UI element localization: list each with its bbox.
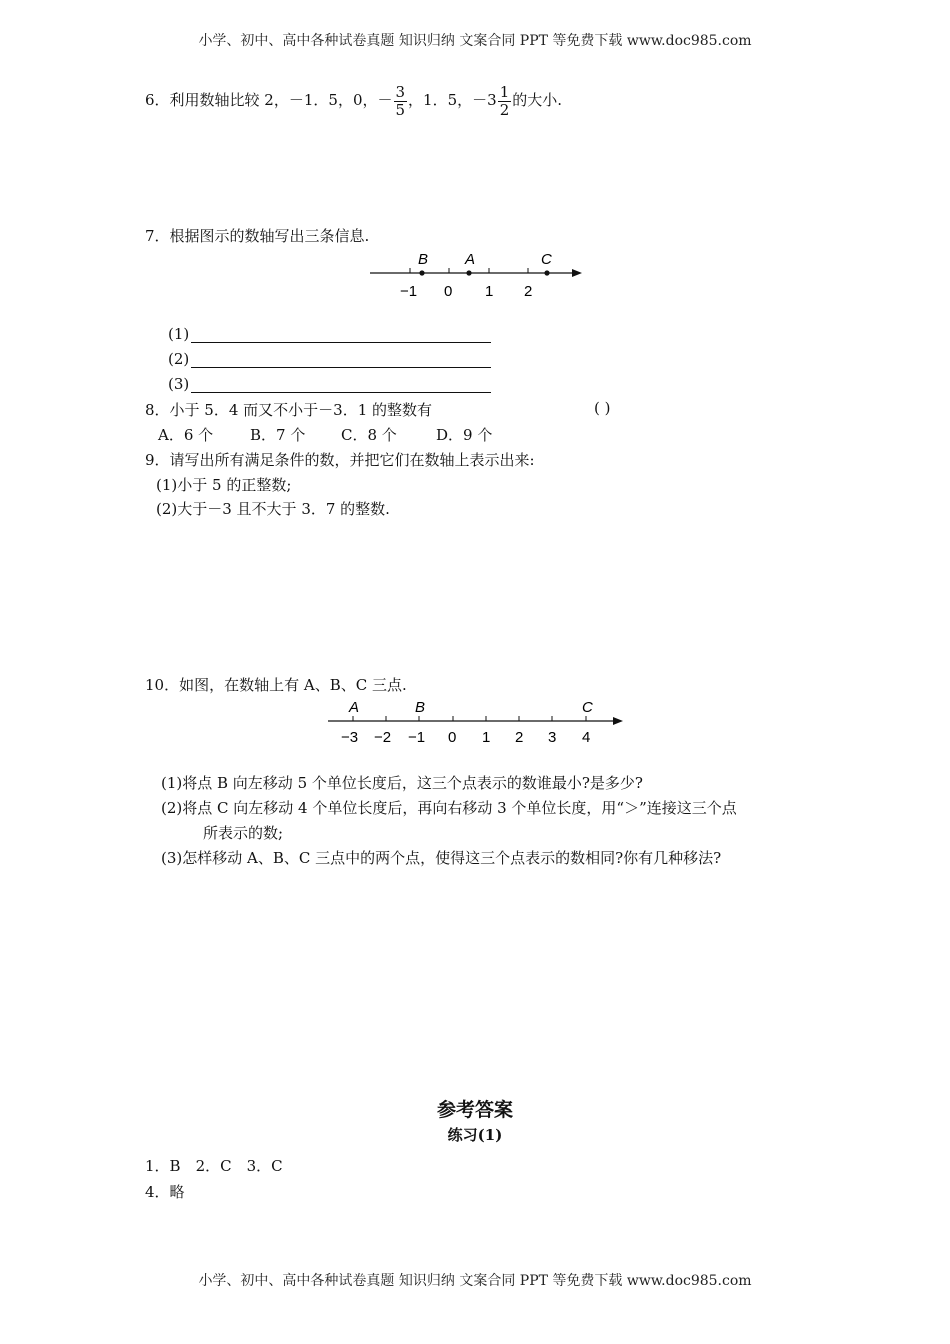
tick-label: 1	[485, 283, 494, 300]
blank-line	[191, 328, 491, 343]
question-10-part-2: (2)将点 C 向左移动 4 个单位长度后，再向右移动 3 个单位长度，用“＞”连接这三个点	[161, 799, 737, 817]
option-b: B．7 个	[250, 426, 306, 444]
option-c: C．8 个	[341, 426, 397, 444]
answer-paren: ( )	[594, 399, 611, 417]
blank-label: (2)	[168, 350, 190, 368]
question-9-part-2: (2)大于－3 且不大于 3．7 的整数.	[156, 500, 390, 518]
frac-num: 1	[499, 83, 510, 101]
tick-label: −1	[400, 283, 418, 300]
fraction-3-5	[394, 84, 408, 118]
frac-den: 2	[499, 100, 510, 119]
point-a	[466, 270, 471, 275]
q6-suffix: 的大小.	[512, 91, 563, 109]
question-7: 7．根据图示的数轴写出三条信息.	[145, 227, 370, 245]
axis-arrow-icon	[613, 717, 623, 725]
blank-line	[191, 353, 491, 368]
question-10-part-2-cont: 所表示的数;	[203, 824, 284, 842]
question-9-part-1: (1)小于 5 的正整数;	[156, 476, 292, 494]
answers-subtitle: 练习(1)	[447, 1126, 503, 1144]
option-a: A．6 个	[158, 426, 214, 444]
answers-line-1: 1．B 2．C 3．C	[145, 1157, 283, 1175]
tick-label: 0	[448, 729, 457, 746]
point-b	[419, 270, 424, 275]
tick-label: −3	[341, 729, 359, 746]
q6-prefix: 6．利用数轴比较 2，－1．5，0，－	[145, 91, 393, 109]
point-c	[544, 270, 549, 275]
label-b: B	[415, 699, 426, 716]
axis-arrow-icon	[572, 269, 582, 277]
tick-label: 0	[444, 283, 453, 300]
label-c: C	[541, 251, 552, 268]
tick-label: 4	[582, 729, 591, 746]
option-d: D．9 个	[436, 426, 493, 444]
question-10-part-1: (1)将点 B 向左移动 5 个单位长度后，这三个点表示的数谁最小?是多少?	[161, 774, 643, 792]
tick-label: 2	[524, 283, 533, 300]
answer-blank-2	[168, 350, 491, 368]
label-b: B	[418, 251, 429, 268]
blank-line	[191, 378, 491, 393]
question-8: 8．小于 5．4 而又不小于－3．1 的整数有	[145, 401, 433, 419]
answers-title: 参考答案	[436, 1099, 513, 1121]
question-10: 10．如图，在数轴上有 A、B、C 三点.	[145, 676, 407, 694]
fraction-1-2	[498, 84, 512, 118]
frac-den: 5	[395, 100, 406, 119]
label-a: A	[349, 699, 360, 716]
tick-label: −1	[408, 729, 426, 746]
q6-mid: ，1．5，－3	[408, 91, 497, 109]
blank-label: (3)	[168, 375, 190, 393]
answers-line-2: 4．略	[145, 1183, 185, 1201]
question-9: 9．请写出所有满足条件的数，并把它们在数轴上表示出来:	[145, 451, 535, 469]
question-6	[145, 84, 562, 118]
blank-label: (1)	[168, 325, 190, 343]
frac-num: 3	[395, 83, 406, 101]
page-header: 小学、初中、高中各种试卷真题 知识归纳 文案合同 PPT 等免费下载 www.doc985.com	[198, 33, 752, 49]
answer-blank-1	[168, 325, 491, 343]
answer-blank-3	[168, 375, 491, 393]
page-footer: 小学、初中、高中各种试卷真题 知识归纳 文案合同 PPT 等免费下载 www.doc985.com	[198, 1273, 752, 1289]
number-line-q10	[320, 694, 630, 750]
label-a: A	[465, 251, 476, 268]
number-line-q7	[360, 246, 590, 304]
tick-label: 3	[548, 729, 557, 746]
tick-label: 2	[515, 729, 524, 746]
tick-label: 1	[482, 729, 491, 746]
tick-label: −2	[374, 729, 392, 746]
label-c: C	[582, 699, 593, 716]
question-10-part-3: (3)怎样移动 A、B、C 三点中的两个点，使得这三个点表示的数相同?你有几种移法?	[161, 849, 722, 867]
